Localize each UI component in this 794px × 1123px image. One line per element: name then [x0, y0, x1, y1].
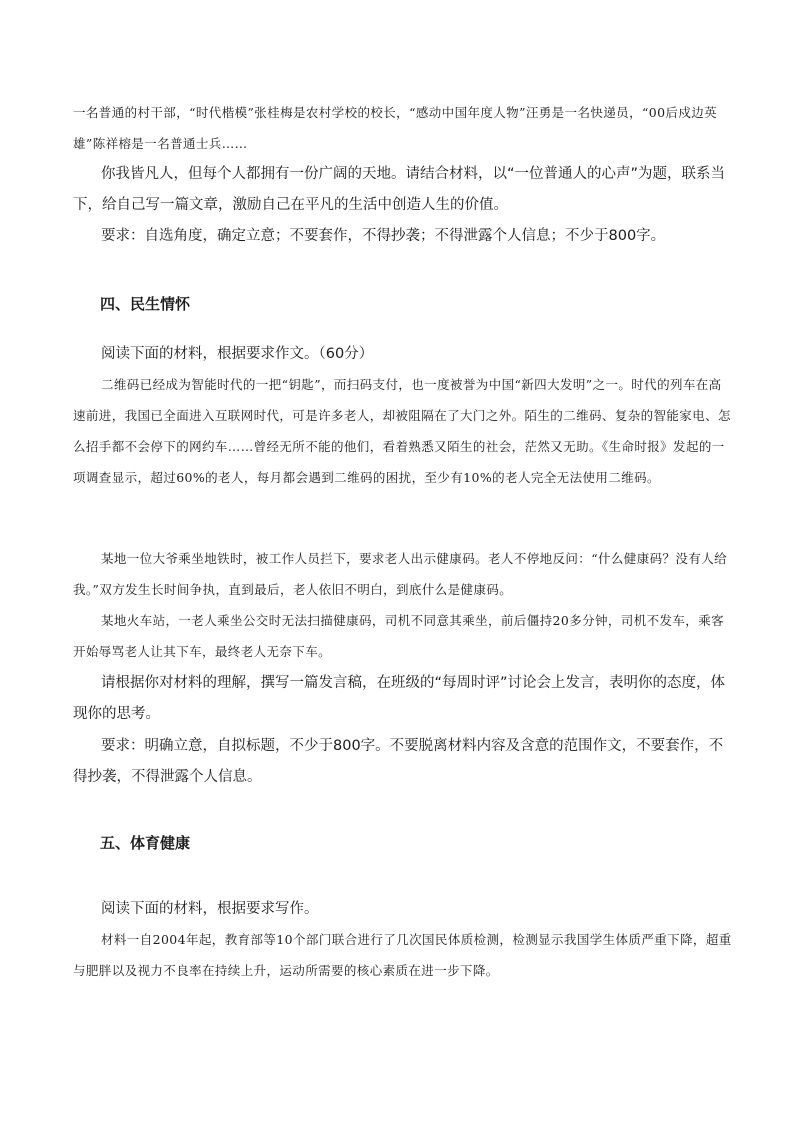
- section-heading-sports-health: 五、体育健康: [100, 834, 191, 852]
- section-intro-text: 阅读下面的材料，根据要求作文。（60分）: [101, 346, 374, 362]
- material-paragraph: 某地一位大爷乘坐地铁时，被工作人员拦下，要求老人出示健康码。老人不停地反问：“什么健康码？没有人给我。”双方发生长时间争执，直到最后，老人依旧不明白，到底什么是健康码。: [73, 551, 727, 597]
- essay-prompt-text: 你我皆凡人，但每个人都拥有一份广阔的天地。请结合材料，以“一位普通人的心声”为题，联系当下，给自己写一篇文章，激励自己在平凡的生活中创造人生的价值。: [73, 166, 726, 213]
- material-paragraph: 某地火车站，一老人乘坐公交时无法扫描健康码，司机不同意其乘坐，前后僵持20多分钟，司机不发车，乘客开始辱骂老人让其下车，最终老人无奈下车。: [73, 613, 725, 659]
- essay-requirement-text: 要求：明确立意，自拟标题，不少于800字。不要脱离材料内容及含意的范围作文，不要套作，不得抄袭，不得泄露个人信息。: [73, 738, 724, 785]
- section-heading-livelihood: 四、民生情怀: [100, 295, 191, 313]
- section-intro-text: 阅读下面的材料，根据要求写作。: [101, 901, 319, 917]
- material-tail-text: 一名普通的村干部，“时代楷模”张桂梅是农村学校的校长，“感动中国年度人物”汪勇是一名快递员，“00后戍边英雄”陈祥榕是一名普通士兵……: [73, 105, 718, 151]
- essay-requirement-text: 要求：自选角度，确定立意；不要套作，不得抄袭；不得泄露个人信息；不少于800字。: [101, 228, 666, 244]
- material-paragraph: 二维码已经成为智能时代的一把“钥匙”，而扫码支付，也一度被誉为中国“新四大发明”之一。时代的列车在高速前进，我国已全面进入互联网时代，可是许多老人，却被阻隔在了大门之外。陌生的二维码、复杂的智能家电、怎么招手都不会停下的网约车……曾经无所不能的他们，看着熟悉又陌生的社会，茫然又无助。《生命时报》发起的一项调查显示，超过60%的老人，每月都会遇到二维码的困扰，至少有10%的老人完全无法使用二维码。: [73, 377, 731, 485]
- material-paragraph: 材料一自2004年起，教育部等10个部门联合进行了几次国民体质检测，检测显示我国学生体质严重下降，超重与肥胖以及视力不良率在持续上升，运动所需要的核心素质在进一步下降。: [73, 932, 732, 978]
- essay-prompt-text: 请根据你对材料的理解，撰写一篇发言稿，在班级的“每周时评”讨论会上发言，表明你的态度，体现你的思考。: [73, 675, 726, 722]
